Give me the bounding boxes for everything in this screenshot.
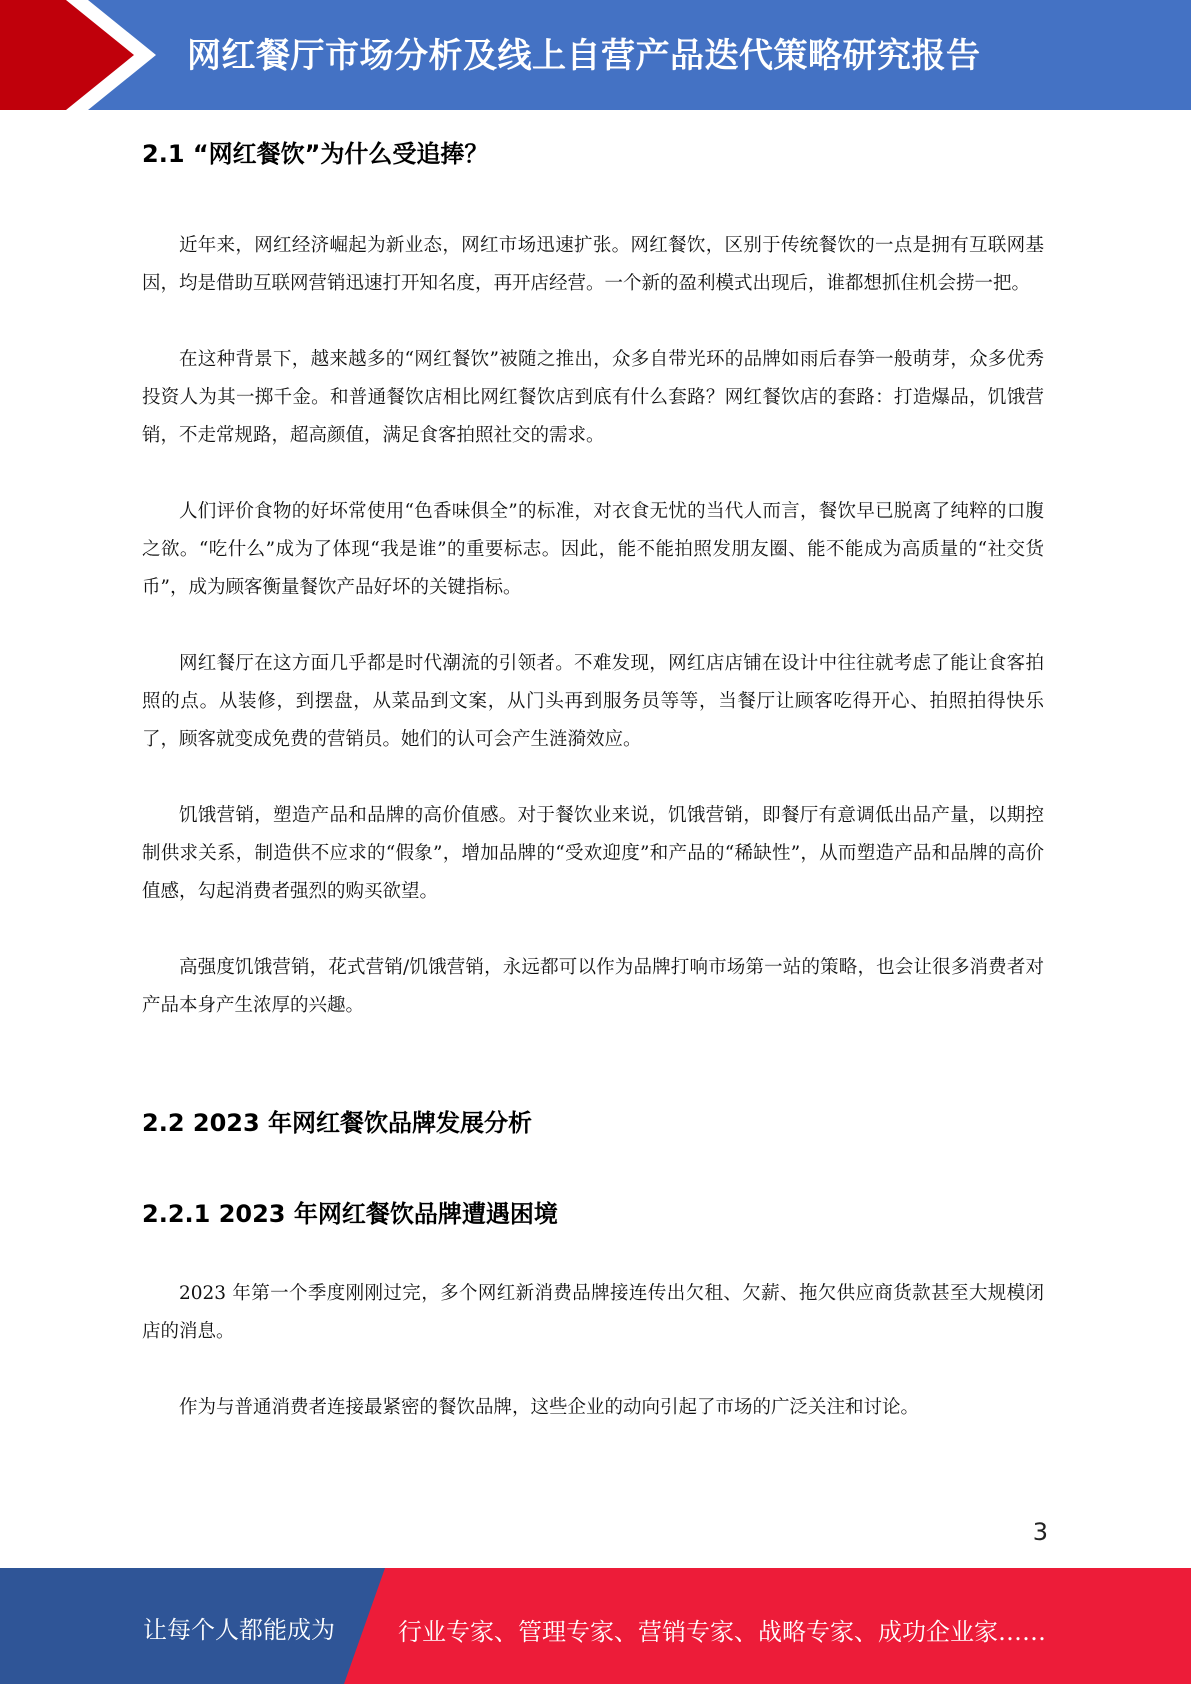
page-footer	[0, 1568, 1191, 1684]
page-content	[142, 110, 1044, 1427]
section-heading-2-2-1: 2.2.1 2023 年网红餐饮品牌遭遇困境	[142, 1200, 558, 1228]
page-number: 3	[1032, 1518, 1048, 1546]
section-heading-2-2: 2.2 2023 年网红餐饮品牌发展分析	[142, 1109, 533, 1137]
paragraph: 近年来，网红经济崛起为新业态，网红市场迅速扩张。网红餐饮，区别于传统餐饮的一点是拥有互联网基因，均是借助互联网营销迅速打开知名度，再开店经营。一个新的盈利模式出现后，谁都想抓住机会捞一把。	[142, 235, 1044, 294]
paragraph: 高强度饥饿营销，花式营销/饥饿营销，永远都可以作为品牌打响市场第一站的策略，也会让很多消费者对产品本身产生浓厚的兴趣。	[142, 957, 1044, 1016]
header-red-arrow-decoration	[0, 0, 140, 110]
footer-slogan-right: 行业专家、管理专家、营销专家、战略专家、成功企业家……	[398, 1618, 1046, 1646]
footer-slogan-left: 让每个人都能成为	[143, 1616, 335, 1644]
paragraph: 在这种背景下，越来越多的“网红餐饮”被随之推出，众多自带光环的品牌如雨后春笋一般萌芽，众多优秀投资人为其一掷千金。和普通餐饮店相比网红餐饮店到底有什么套路？网红餐饮店的套路：打造爆品，饥饿营销，不走常规路，超高颜值，满足食客拍照社交的需求。	[142, 349, 1044, 446]
paragraph: 人们评价食物的好坏常使用“色香味俱全”的标准，对衣食无忧的当代人而言，餐饮早已脱离了纯粹的口腹之欲。“吃什么”成为了体现“我是谁”的重要标志。因此，能不能拍照发朋友圈、能不能成为高质量的“社交货币”，成为顾客衡量餐饮产品好坏的关键指标。	[142, 501, 1044, 598]
paragraph: 网红餐厅在这方面几乎都是时代潮流的引领者。不难发现，网红店店铺在设计中往往就考虑了能让食客拍照的点。从装修，到摆盘，从菜品到文案，从门头再到服务员等等，当餐厅让顾客吃得开心、拍照拍得快乐了，顾客就变成免费的营销员。她们的认可会产生涟漪效应。	[142, 653, 1044, 750]
section-heading-2-1: 2.1 “网红餐饮”为什么受追捧？	[142, 140, 489, 168]
paragraph: 饥饿营销，塑造产品和品牌的高价值感。对于餐饮业来说，饥饿营销，即餐厅有意调低出品产量，以期控制供求关系，制造供不应求的“假象”，增加品牌的“受欢迎度”和产品的“稀缺性”，从而塑造产品和品牌的高价值感，勾起消费者强烈的购买欲望。	[142, 805, 1044, 902]
paragraph: 作为与普通消费者连接最紧密的餐饮品牌，这些企业的动向引起了市场的广泛关注和讨论。	[179, 1397, 920, 1418]
report-title: 网红餐厅市场分析及线上自营产品迭代策略研究报告	[187, 36, 981, 76]
page-header	[0, 0, 1191, 110]
paragraph: 2023 年第一个季度刚刚过完，多个网红新消费品牌接连传出欠租、欠薪、拖欠供应商货款甚至大规模闭店的消息。	[142, 1283, 1044, 1342]
